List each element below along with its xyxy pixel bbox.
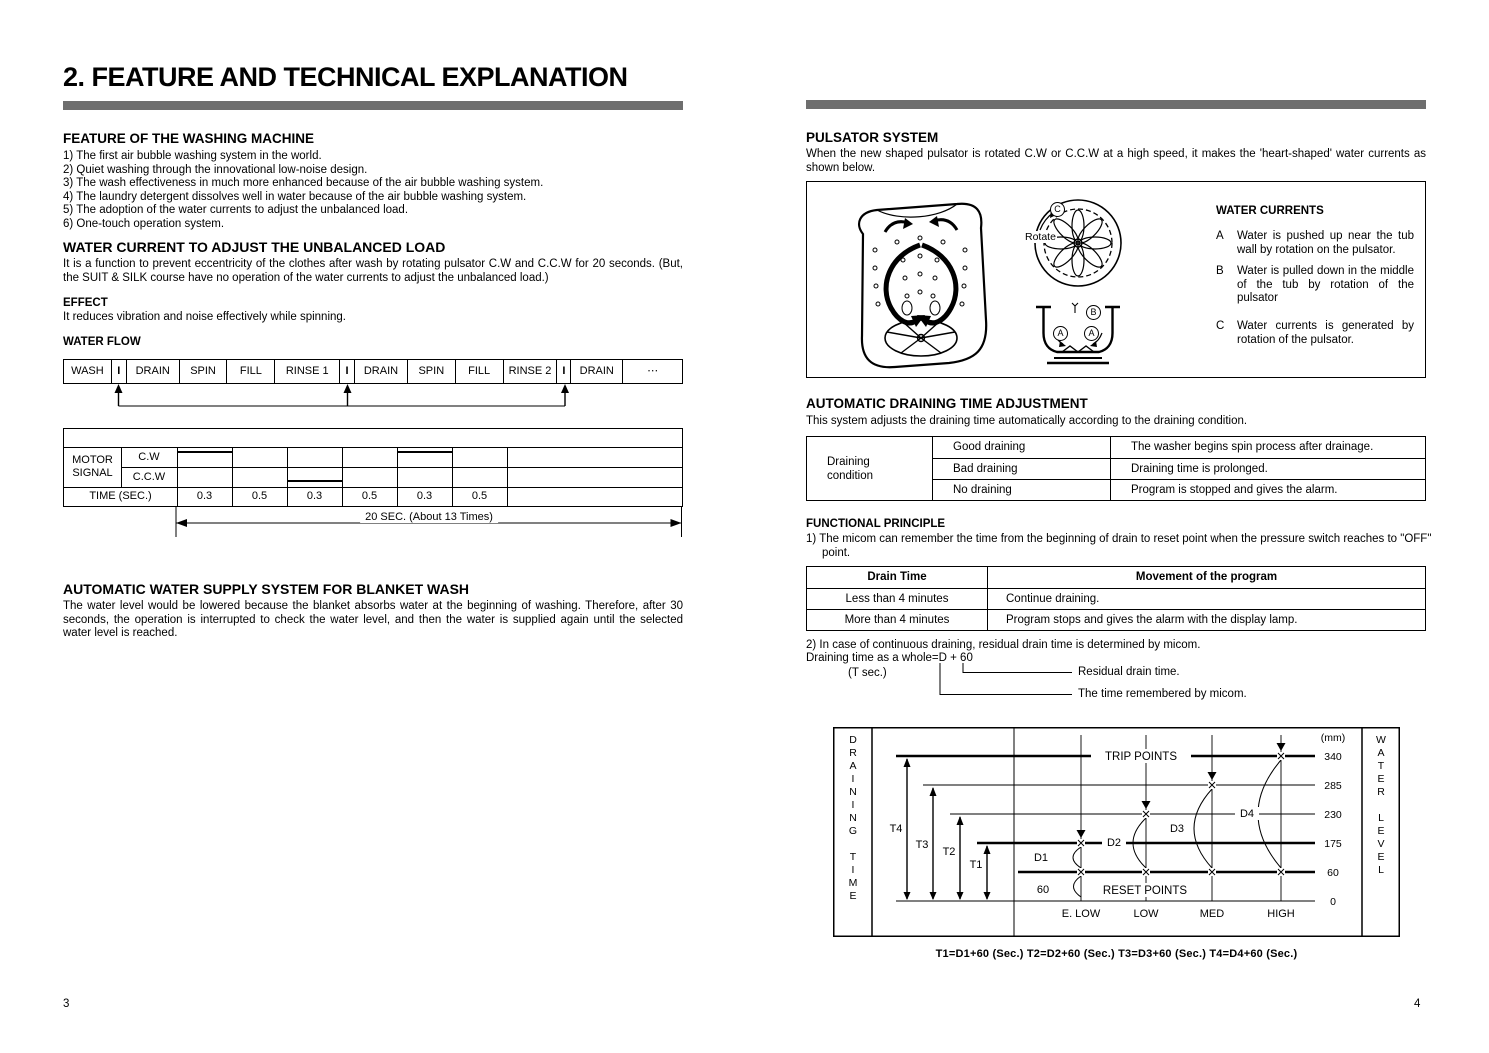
time-value: 0.5 — [251, 490, 268, 502]
time-value: 0.3 — [306, 490, 323, 502]
svg-text:V: V — [1377, 838, 1385, 850]
functional-heading: FUNCTIONAL PRINCIPLE — [806, 518, 946, 530]
feature-item: 6) One-touch operation system. — [63, 217, 225, 230]
feature-item: 5) The adoption of the water currents to adjust the unbalanced load. — [63, 204, 409, 216]
feature-list — [63, 150, 683, 231]
functional-note2: 2) In case of continuous draining, residual drain time is determined by micom. — [806, 639, 1201, 651]
water-flow-arrows — [63, 384, 683, 410]
right-rule-bar — [806, 100, 1426, 109]
blanket-body: The water level would be lowered because the blanket absorbs water at the beginning of washing. Therefore, after 30 seconds, the operation is interrupted to check the water level, and then the water is supplied again until the selected water level is reached. — [63, 600, 683, 639]
movement-cell: Program stops and gives the alarm with the display lamp. — [987, 609, 1425, 630]
circled-a-label: A — [1084, 326, 1099, 341]
condition-cell: Bad draining — [932, 458, 1110, 479]
feature-item: 1) The first air bubble washing system in the world. — [63, 150, 322, 162]
svg-text:E. LOW: E. LOW — [1061, 908, 1101, 920]
water-flow-heading: WATER FLOW — [63, 336, 141, 348]
cw-pulse — [397, 451, 452, 453]
drain-time-table — [806, 566, 1426, 631]
feature-heading: FEATURE OF THE WASHING MACHINE — [63, 131, 314, 146]
item-text: Water is pushed up near the tub wall by rotation on the pulsator. — [1237, 230, 1414, 256]
motor-signal-label: MOTOR SIGNAL — [72, 454, 113, 479]
svg-text:175: 175 — [1324, 838, 1342, 850]
twenty-sec-label: 20 SEC. (About 13 Times) — [360, 511, 498, 523]
time-value: 0.5 — [361, 490, 378, 502]
result-cell: Program is stopped and gives the alarm. — [1110, 479, 1425, 500]
auto-drain-body: This system adjusts the draining time automatically according to the draining condition. — [806, 415, 1248, 427]
result-cell: The washer begins spin process after drainage. — [1110, 437, 1425, 458]
cw-pulse — [177, 451, 232, 453]
svg-text:L: L — [1378, 864, 1384, 876]
item-key: B — [1216, 265, 1224, 277]
callout-remembered: The time remembered by micom. — [1078, 688, 1247, 700]
functional-note1: 1) The micom can remember the time from the beginning of drain to reset point when the pressure switch reaches to "OFF" point. — [806, 533, 1432, 559]
circled-a-label: A — [1053, 326, 1068, 341]
water-currents-heading: WATER CURRENTS — [1216, 205, 1324, 217]
water-flow-cell: FILL — [227, 360, 275, 383]
svg-text:HIGH: HIGH — [1267, 908, 1295, 920]
time-label: TIME (SEC.) — [89, 490, 152, 502]
svg-text:RESET POINTS: RESET POINTS — [1102, 885, 1188, 897]
time-value: 0.3 — [416, 490, 433, 502]
svg-text:W: W — [1376, 734, 1386, 746]
svg-text:D: D — [849, 734, 857, 746]
item-text: Water is pulled down in the middle of the tub by rotation of the pulsator — [1237, 265, 1414, 304]
water-current-heading: WATER CURRENT TO ADJUST THE UNBALANCED LOAD — [63, 239, 446, 255]
svg-text:E: E — [1377, 773, 1385, 785]
svg-text:G: G — [848, 825, 858, 837]
formula-sub: (T sec.) — [848, 667, 887, 679]
svg-text:M: M — [848, 877, 858, 889]
effect-heading: EFFECT — [63, 297, 108, 309]
svg-text:60: 60 — [1327, 867, 1339, 879]
svg-text:R: R — [849, 747, 857, 759]
water-flow-table — [63, 359, 683, 384]
chart-caption: T1=D1+60 (Sec.) T2=D2+60 (Sec.) T3=D3+60 (Sec.) T4=D4+60 (Sec.) — [935, 948, 1298, 960]
col-header: Drain Time — [867, 571, 927, 583]
condition-cell: No draining — [932, 479, 1110, 500]
item-text: Water currents is generated by rotation of the pulsator. — [1237, 320, 1414, 346]
drain-time-cell: More than 4 minutes — [807, 609, 987, 630]
water-flow-cell: DRAIN — [127, 360, 180, 383]
svg-text:R: R — [1377, 786, 1385, 798]
water-currents-item-a — [1216, 230, 1414, 257]
circled-b-label: B — [1086, 305, 1101, 320]
time-value: 0.5 — [471, 490, 488, 502]
water-currents-item-c — [1216, 320, 1414, 347]
svg-text:A: A — [1377, 747, 1385, 759]
movement-cell: Continue draining. — [987, 588, 1425, 609]
water-currents-item-b — [1216, 265, 1414, 306]
svg-text:(mm): (mm) — [1320, 732, 1346, 744]
formula: Draining time as a whole=D + 60 — [806, 652, 973, 664]
callout-residual: Residual drain time. — [1078, 666, 1180, 678]
title-rule-bar — [63, 101, 683, 110]
svg-text:LOW: LOW — [1133, 908, 1159, 920]
svg-text:D1: D1 — [1033, 852, 1049, 864]
svg-text:I: I — [851, 773, 855, 785]
auto-drain-heading: AUTOMATIC DRAINING TIME ADJUSTMENT — [806, 396, 1088, 411]
tub-cross-section-diagram — [1030, 297, 1126, 369]
svg-text:N: N — [849, 786, 857, 798]
svg-text:L: L — [1378, 812, 1384, 824]
ccw-pulse — [287, 480, 342, 482]
svg-text:285: 285 — [1324, 780, 1342, 792]
condition-cell: Good draining — [932, 437, 1110, 458]
pulsator-top-view-diagram — [1028, 196, 1128, 292]
water-flow-cell: I — [340, 360, 355, 383]
water-flow-cell: DRAIN — [571, 360, 623, 383]
svg-text:T1: T1 — [969, 859, 983, 871]
page-title: 2. FEATURE AND TECHNICAL EXPLANATION — [63, 62, 628, 92]
water-flow-cell: RINSE 2 — [504, 360, 558, 383]
svg-text:E: E — [1377, 825, 1385, 837]
item-key: A — [1216, 230, 1224, 242]
page-number-right: 4 — [1414, 998, 1421, 1010]
svg-text:0: 0 — [1330, 896, 1336, 908]
water-flow-cell: I — [112, 360, 127, 383]
pulsator-body: When the new shaped pulsator is rotated C.W or C.C.W at a high speed, it makes the 'heart-shaped' water currents as shown below. — [806, 148, 1426, 174]
feature-item: 4) The laundry detergent dissolves well in water because of the air bubble washing system. — [63, 190, 527, 203]
svg-text:D2: D2 — [1106, 837, 1122, 849]
tub-diagram — [845, 190, 995, 372]
pulsator-heading: PULSATOR SYSTEM — [806, 130, 939, 145]
result-cell: Draining time is prolonged. — [1110, 458, 1425, 479]
water-flow-cell: RINSE 1 — [275, 360, 340, 383]
svg-text:E: E — [1377, 851, 1385, 863]
draining-chart — [833, 727, 1400, 937]
svg-text:T: T — [1377, 760, 1385, 772]
svg-text:TRIP POINTS: TRIP POINTS — [1105, 751, 1177, 763]
time-value: 0.3 — [196, 490, 213, 502]
svg-text:T2: T2 — [942, 846, 956, 858]
water-flow-cell: ⋯ — [647, 365, 659, 377]
feature-item: 3) The wash effectiveness in much more enhanced because of the air bubble washing system. — [63, 177, 544, 189]
feature-item: 2) Quiet washing through the innovational low-noise design. — [63, 163, 368, 176]
svg-text:230: 230 — [1324, 809, 1342, 821]
svg-text:340: 340 — [1324, 751, 1342, 763]
svg-text:D4: D4 — [1239, 808, 1255, 820]
ccw-label: C.C.W — [132, 471, 166, 483]
svg-text:MED: MED — [1199, 908, 1225, 920]
col-header: Movement of the program — [987, 567, 1425, 588]
svg-text:I: I — [851, 864, 855, 876]
svg-text:T: T — [849, 851, 857, 863]
svg-text:A: A — [849, 760, 857, 772]
svg-text:60: 60 — [1036, 884, 1050, 896]
motor-signal-table — [63, 428, 683, 507]
blanket-heading: AUTOMATIC WATER SUPPLY SYSTEM FOR BLANKET WASH — [63, 581, 470, 597]
water-flow-cell: I — [557, 360, 571, 383]
svg-text:I: I — [851, 799, 855, 811]
effect-body: It reduces vibration and noise effectively while spinning. — [63, 311, 346, 323]
water-flow-cell: WASH — [64, 360, 112, 383]
svg-text:E: E — [849, 890, 857, 902]
water-flow-cell: DRAIN — [355, 360, 408, 383]
rotate-label: Rotate — [1025, 231, 1056, 243]
water-flow-cell: SPIN — [180, 360, 228, 383]
page-number-left: 3 — [63, 998, 70, 1010]
drain-time-cell: Less than 4 minutes — [807, 588, 987, 609]
svg-text:T3: T3 — [915, 839, 929, 851]
water-flow-cell: FILL — [456, 360, 504, 383]
water-flow-cell: SPIN — [408, 360, 456, 383]
circled-c-label: C — [1050, 202, 1065, 217]
cw-label: C.W — [138, 451, 160, 463]
svg-text:D3: D3 — [1169, 823, 1185, 835]
row-header-cell: Draining condition — [827, 455, 874, 482]
svg-text:N: N — [849, 812, 857, 824]
water-current-body: It is a function to prevent eccentricity of the clothes after wash by rotating pulsator C.W and C.C.W for 20 seconds. (But, the SUIT & SILK course have no operation of the water currents to adjust the unbalanced load.) — [63, 258, 683, 284]
item-key: C — [1216, 320, 1225, 332]
svg-text:T4: T4 — [889, 823, 903, 835]
draining-condition-table — [806, 436, 1426, 501]
